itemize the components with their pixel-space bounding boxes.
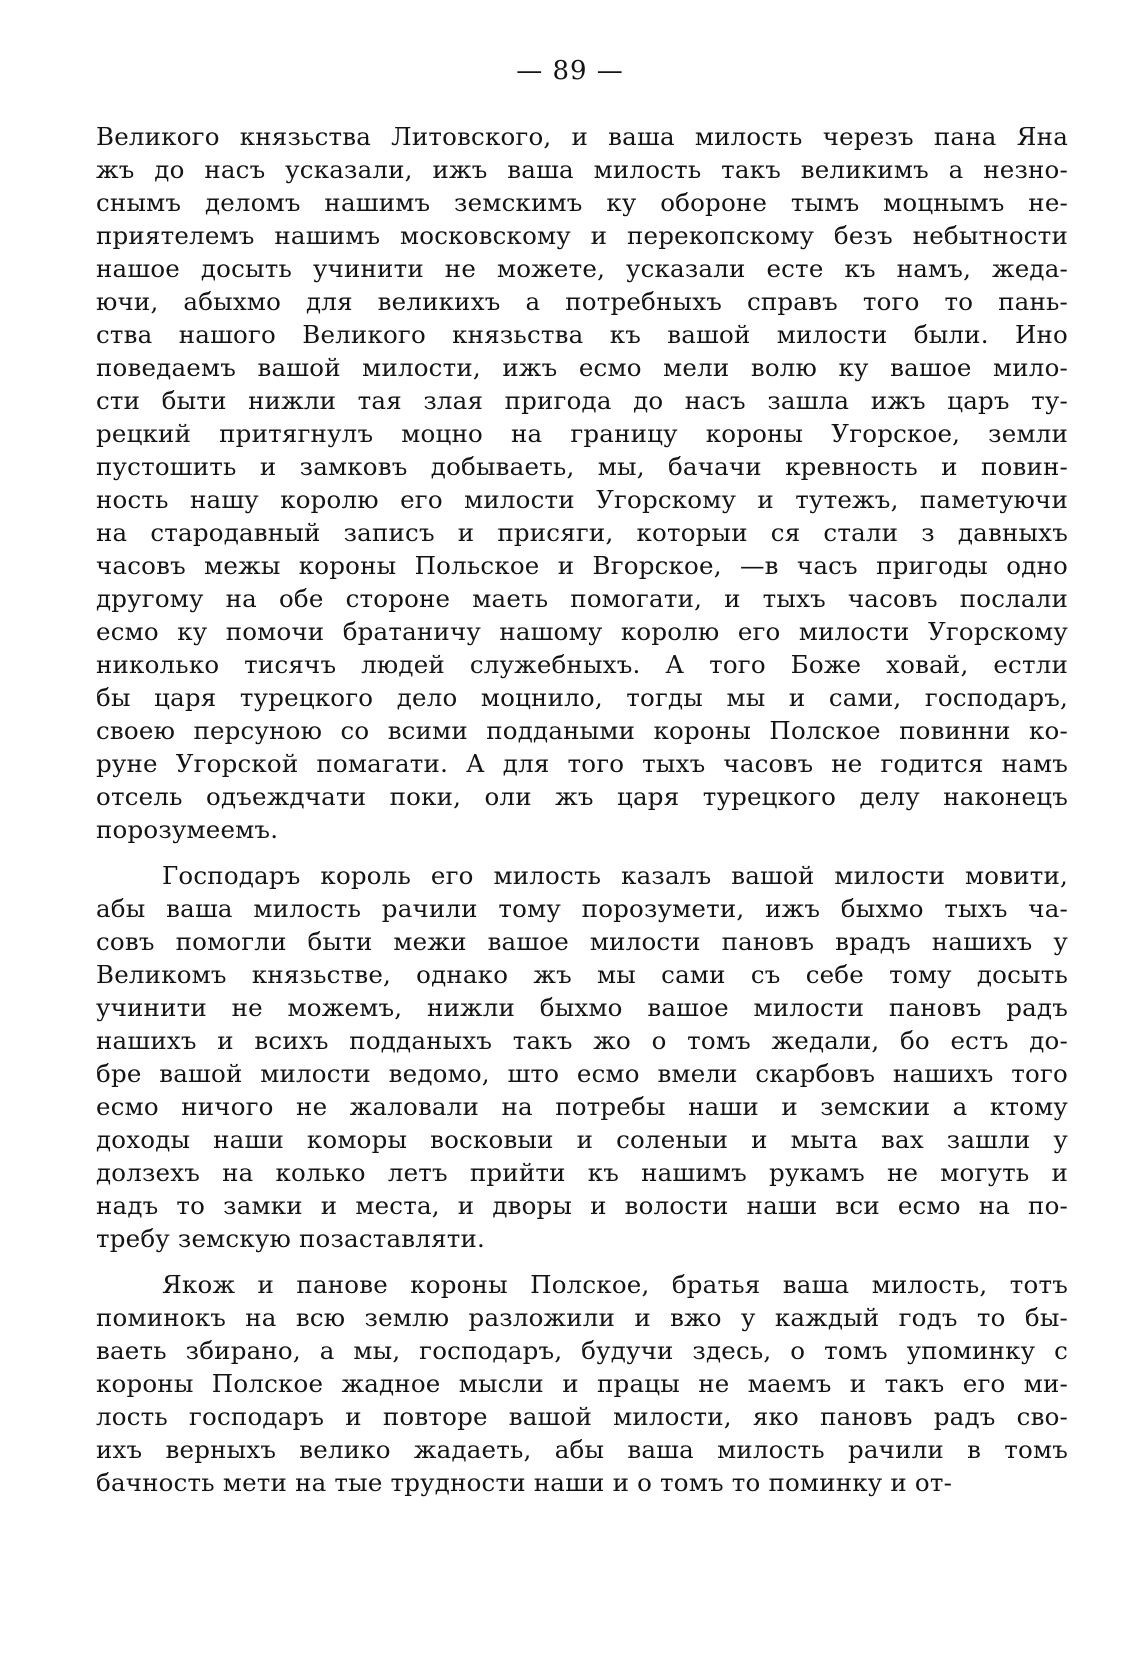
body-text [96,120,1068,1499]
text-line: сти быти нижли тая злая пригода до насъ зашла ижъ царъ ту- [96,386,1068,415]
text-line: лость господаръ и повторе вашой милости, яко пановъ радъ сво- [96,1402,1068,1431]
text-line: пустошить и замковъ добываеть, мы, бачачи кревность и повин- [96,452,1068,481]
text-line: короны Полское жадное мысли и працы не маемъ и такъ его ми- [96,1369,1068,1398]
text-line: на стародавный записъ и присяги, которыи ся стали з давныхъ [96,518,1068,547]
text-line: ность нашу королю его милости Угорскому и тутежъ, паметуючи [96,485,1068,514]
text-line: есмо ничого не жаловали на потребы наши и земскии а ктому [96,1092,1068,1121]
text-line: надъ то замки и места, и дворы и волости наши вси есмо на по- [96,1191,1068,1220]
text-line: другому на обе стороне маеть помогати, и тыхъ часовъ послали [96,584,1068,613]
text-line: ючи, абыхмо для великихъ а потребныхъ справъ того то пань- [96,287,1068,316]
text-line: приятелемъ нашимъ московскому и перекопскому безъ небытности [96,221,1068,250]
text-line: отсель одъеждчати поки, оли жъ царя турецкого делу наконецъ [96,782,1068,811]
page-number: — 89 — [516,56,624,86]
text-line: руне Угорской помагати. А для того тыхъ часовъ не годится намъ [96,749,1068,778]
paragraph [96,859,1068,1255]
text-line: снымъ деломъ нашимъ земскимъ ку обороне тымъ моцнымъ не- [96,188,1068,217]
text-line: совъ помогли быти межи вашое милости пановъ врадъ нашихъ у [96,927,1068,956]
text-line: николько тисячъ людей служебныхъ. А того Боже ховай, естли [96,650,1068,679]
text-line: часовъ межы короны Польское и Вгорское, —в часъ пригоды одно [96,551,1068,580]
text-line: поминокъ на всю землю разложили и вжо у каждый годъ то бы- [96,1303,1068,1332]
text-line: бре вашой милости ведомо, што есмо вмели скарбовъ нашихъ того [96,1059,1068,1088]
text-line: своею персуною со всими поддаными короны Полское повинни ко- [96,716,1068,745]
text-line: долзехъ на колько летъ прийти къ нашимъ рукамъ не могуть и [96,1158,1068,1187]
text-line: порозумеемъ. [96,815,279,844]
text-line: ваеть збирано, а мы, господаръ, будучи здесь, о томъ упоминку с [96,1336,1068,1365]
text-line: требу земскую позаставляти. [96,1224,485,1253]
paragraph-gap [96,846,1068,859]
paragraph [96,1268,1068,1499]
text-line: Якож и панове короны Полское, братья ваша милость, тотъ [162,1270,1068,1299]
text-line: есмо ку помочи братаничу нашому королю его милости Угорскому [96,617,1068,646]
text-line: жъ до насъ усказали, ижъ ваша милость такъ великимъ а незно- [96,155,1068,184]
text-line: поведаемъ вашой милости, ижъ есмо мели волю ку вашое мило- [96,353,1068,382]
text-line: рецкий притягнулъ моцно на границу короны Угорское, земли [96,419,1068,448]
text-line: Великого князьства Литовского, и ваша милость черезъ пана Яна [96,122,1068,151]
text-line: ства нашого Великого князьства къ вашой милости были. Ино [96,320,1068,349]
text-line: нашихъ и всихъ подданыхъ такъ жо о томъ жедали, бо естъ до- [96,1026,1068,1055]
text-line: бы царя турецкого дело моцнило, тогды мы и сами, господаръ, [96,683,1068,712]
text-line: учинити не можемъ, нижли быхмо вашое милости пановъ радъ [96,993,1068,1022]
text-line: доходы наши коморы восковыи и соленыи и мыта вах зашли у [96,1125,1068,1154]
text-line: Господаръ король его милость казалъ вашой милости мовити, [162,861,1068,890]
text-line: нашое досыть учинити не можете, усказали есте къ намъ, жеда- [96,254,1068,283]
paragraph [96,120,1068,846]
text-line: бачность мети на тые трудности наши и о томъ то поминку и от- [96,1468,953,1497]
text-line: ихъ верныхъ велико жадаеть, абы ваша милость рачили в томъ [96,1435,1068,1464]
text-line: Великомъ князьстве, однако жъ мы сами съ себе тому досыть [96,960,1068,989]
paragraph-gap [96,1255,1068,1268]
text-line: абы ваша милость рачили тому порозумети, ижъ быхмо тыхъ ча- [96,894,1068,923]
